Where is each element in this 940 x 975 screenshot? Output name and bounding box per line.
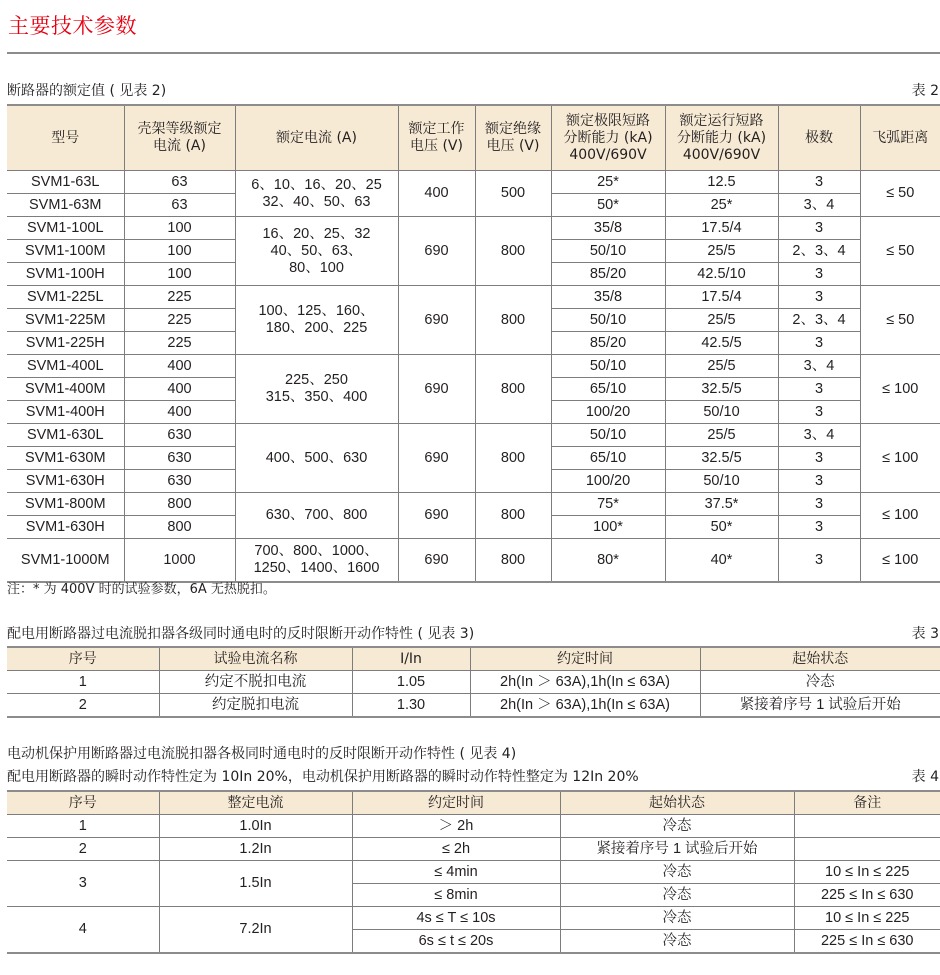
poles-cell: 3 bbox=[778, 539, 860, 583]
ultimate-breaking-capacity-cell: 100* bbox=[551, 516, 665, 539]
table4-subcaption: 配电用断路器的瞬时动作特性定为 10In 20%，电动机保护用断路器的瞬时动作特性整定为 12In 20% bbox=[7, 769, 639, 785]
ultimate-breaking-capacity-cell: 80* bbox=[551, 539, 665, 583]
table-row bbox=[7, 907, 940, 930]
frame-current-cell: 100 bbox=[124, 263, 235, 286]
column-header: 备注 bbox=[794, 791, 940, 815]
column-header: 序号 bbox=[7, 791, 159, 815]
model-cell: SVM1-100H bbox=[7, 263, 124, 286]
seq-cell: 1 bbox=[7, 671, 159, 694]
initial-state-cell: 紧接着序号 1 试验后开始 bbox=[700, 694, 940, 718]
setting-current-cell: 1.5In bbox=[159, 861, 352, 907]
column-header: 起始状态 bbox=[700, 647, 940, 671]
test-current-name-cell: 约定脱扣电流 bbox=[159, 694, 352, 718]
frame-current-cell: 63 bbox=[124, 171, 235, 194]
table3-caption: 配电用断路器过电流脱扣器各级同时通电时的反时限断开动作特性 ( 见表 3) bbox=[7, 626, 475, 642]
insulation-voltage-cell: 800 bbox=[475, 217, 551, 286]
model-cell: SVM1-100M bbox=[7, 240, 124, 263]
poles-cell: 3、4 bbox=[778, 424, 860, 447]
frame-current-cell: 630 bbox=[124, 470, 235, 493]
table-row bbox=[7, 286, 940, 309]
seq-cell: 2 bbox=[7, 694, 159, 718]
ultimate-breaking-capacity-cell: 100/20 bbox=[551, 470, 665, 493]
ultimate-breaking-capacity-cell: 65/10 bbox=[551, 447, 665, 470]
table2-caption-row bbox=[7, 82, 940, 100]
initial-state-cell: 冷态 bbox=[560, 861, 794, 884]
poles-cell: 3 bbox=[778, 447, 860, 470]
service-breaking-capacity-cell: 25* bbox=[665, 194, 778, 217]
agreed-time-cell: 2h(In ＞ 63A),1h(In ≤ 63A) bbox=[470, 671, 700, 694]
service-breaking-capacity-cell: 17.5/4 bbox=[665, 286, 778, 309]
setting-current-cell: 1.0In bbox=[159, 815, 352, 838]
model-cell: SVM1-630H bbox=[7, 470, 124, 493]
arc-distance-cell: ≤ 50 bbox=[860, 171, 940, 217]
rated-current-cell: 400、500、630 bbox=[235, 424, 398, 493]
agreed-time-cell: ≤ 4min bbox=[352, 861, 560, 884]
page-title: 主要技术参数 bbox=[8, 14, 137, 38]
ultimate-breaking-capacity-cell: 35/8 bbox=[551, 286, 665, 309]
service-breaking-capacity-cell: 17.5/4 bbox=[665, 217, 778, 240]
motor-protection-characteristics-table bbox=[7, 790, 940, 954]
column-header: 型号 bbox=[7, 105, 124, 171]
working-voltage-cell: 690 bbox=[398, 286, 475, 355]
column-header: 试验电流名称 bbox=[159, 647, 352, 671]
table4-caption-line1 bbox=[7, 745, 940, 763]
table-row bbox=[7, 424, 940, 447]
insulation-voltage-cell: 800 bbox=[475, 539, 551, 583]
table-row bbox=[7, 539, 940, 583]
ultimate-breaking-capacity-cell: 85/20 bbox=[551, 332, 665, 355]
insulation-voltage-cell: 800 bbox=[475, 355, 551, 424]
service-breaking-capacity-cell: 32.5/5 bbox=[665, 378, 778, 401]
working-voltage-cell: 400 bbox=[398, 171, 475, 217]
column-header: 壳架等级额定 电流 (A) bbox=[124, 105, 235, 171]
initial-state-cell: 冷态 bbox=[560, 884, 794, 907]
ultimate-breaking-capacity-cell: 50/10 bbox=[551, 355, 665, 378]
model-cell: SVM1-63M bbox=[7, 194, 124, 217]
table-row bbox=[7, 694, 940, 718]
initial-state-cell: 紧接着序号 1 试验后开始 bbox=[560, 838, 794, 861]
service-breaking-capacity-cell: 50/10 bbox=[665, 401, 778, 424]
column-header: 飞弧距离 bbox=[860, 105, 940, 171]
agreed-time-cell: 2h(In ＞ 63A),1h(In ≤ 63A) bbox=[470, 694, 700, 718]
model-cell: SVM1-800M bbox=[7, 493, 124, 516]
working-voltage-cell: 690 bbox=[398, 539, 475, 583]
arc-distance-cell: ≤ 50 bbox=[860, 286, 940, 355]
i-in-cell: 1.05 bbox=[352, 671, 470, 694]
service-breaking-capacity-cell: 40* bbox=[665, 539, 778, 583]
model-cell: SVM1-630M bbox=[7, 447, 124, 470]
poles-cell: 3 bbox=[778, 332, 860, 355]
frame-current-cell: 100 bbox=[124, 240, 235, 263]
working-voltage-cell: 690 bbox=[398, 217, 475, 286]
column-header: I/In bbox=[352, 647, 470, 671]
agreed-time-cell: ≤ 2h bbox=[352, 838, 560, 861]
model-cell: SVM1-630L bbox=[7, 424, 124, 447]
table-row bbox=[7, 217, 940, 240]
test-current-name-cell: 约定不脱扣电流 bbox=[159, 671, 352, 694]
poles-cell: 3 bbox=[778, 493, 860, 516]
ultimate-breaking-capacity-cell: 50* bbox=[551, 194, 665, 217]
arc-distance-cell: ≤ 100 bbox=[860, 539, 940, 583]
poles-cell: 3 bbox=[778, 217, 860, 240]
column-header: 额定运行短路 分断能力 (kA) 400V/690V bbox=[665, 105, 778, 171]
service-breaking-capacity-cell: 42.5/10 bbox=[665, 263, 778, 286]
table4-label: 表 4 bbox=[911, 769, 939, 785]
table-header-row bbox=[7, 791, 940, 815]
table-row bbox=[7, 671, 940, 694]
column-header: 额定电流 (A) bbox=[235, 105, 398, 171]
service-breaking-capacity-cell: 25/5 bbox=[665, 355, 778, 378]
table3-caption-row bbox=[7, 625, 940, 643]
i-in-cell: 1.30 bbox=[352, 694, 470, 718]
poles-cell: 3 bbox=[778, 378, 860, 401]
initial-state-cell: 冷态 bbox=[700, 671, 940, 694]
agreed-time-cell: 4s ≤ T ≤ 10s bbox=[352, 907, 560, 930]
table2-caption: 断路器的额定值 ( 见表 2) bbox=[7, 83, 167, 99]
frame-current-cell: 225 bbox=[124, 332, 235, 355]
frame-current-cell: 630 bbox=[124, 447, 235, 470]
frame-current-cell: 100 bbox=[124, 217, 235, 240]
frame-current-cell: 400 bbox=[124, 378, 235, 401]
table3-label: 表 3 bbox=[911, 626, 939, 642]
ultimate-breaking-capacity-cell: 75* bbox=[551, 493, 665, 516]
poles-cell: 3、4 bbox=[778, 194, 860, 217]
remark-cell: 225 ≤ In ≤ 630 bbox=[794, 930, 940, 954]
agreed-time-cell: ＞ 2h bbox=[352, 815, 560, 838]
seq-cell: 2 bbox=[7, 838, 159, 861]
model-cell: SVM1-100L bbox=[7, 217, 124, 240]
rated-current-cell: 225、250 315、350、400 bbox=[235, 355, 398, 424]
seq-cell: 4 bbox=[7, 907, 159, 954]
poles-cell: 3 bbox=[778, 286, 860, 309]
table-row bbox=[7, 861, 940, 884]
column-header: 额定工作 电压 (V) bbox=[398, 105, 475, 171]
service-breaking-capacity-cell: 12.5 bbox=[665, 171, 778, 194]
table-header-row bbox=[7, 105, 940, 171]
frame-current-cell: 63 bbox=[124, 194, 235, 217]
working-voltage-cell: 690 bbox=[398, 424, 475, 493]
poles-cell: 2、3、4 bbox=[778, 240, 860, 263]
poles-cell: 3 bbox=[778, 401, 860, 424]
title-divider bbox=[7, 52, 940, 54]
model-cell: SVM1-225M bbox=[7, 309, 124, 332]
table2-label: 表 2 bbox=[911, 83, 939, 99]
service-breaking-capacity-cell: 25/5 bbox=[665, 424, 778, 447]
service-breaking-capacity-cell: 37.5* bbox=[665, 493, 778, 516]
poles-cell: 2、3、4 bbox=[778, 309, 860, 332]
distribution-breaker-characteristics-table bbox=[7, 646, 940, 718]
table-row bbox=[7, 355, 940, 378]
insulation-voltage-cell: 800 bbox=[475, 286, 551, 355]
column-header: 序号 bbox=[7, 647, 159, 671]
table-header-row bbox=[7, 647, 940, 671]
column-header: 约定时间 bbox=[352, 791, 560, 815]
service-breaking-capacity-cell: 32.5/5 bbox=[665, 447, 778, 470]
remark-cell bbox=[794, 838, 940, 861]
poles-cell: 3 bbox=[778, 263, 860, 286]
table-row bbox=[7, 838, 940, 861]
frame-current-cell: 800 bbox=[124, 516, 235, 539]
frame-current-cell: 225 bbox=[124, 286, 235, 309]
agreed-time-cell: 6s ≤ t ≤ 20s bbox=[352, 930, 560, 954]
column-header: 起始状态 bbox=[560, 791, 794, 815]
poles-cell: 3、4 bbox=[778, 355, 860, 378]
model-cell: SVM1-400H bbox=[7, 401, 124, 424]
table-row bbox=[7, 493, 940, 516]
working-voltage-cell: 690 bbox=[398, 355, 475, 424]
model-cell: SVM1-400L bbox=[7, 355, 124, 378]
column-header: 约定时间 bbox=[470, 647, 700, 671]
poles-cell: 3 bbox=[778, 470, 860, 493]
arc-distance-cell: ≤ 100 bbox=[860, 493, 940, 539]
ultimate-breaking-capacity-cell: 50/10 bbox=[551, 240, 665, 263]
remark-cell: 225 ≤ In ≤ 630 bbox=[794, 884, 940, 907]
table-row bbox=[7, 171, 940, 194]
remark-cell bbox=[794, 815, 940, 838]
frame-current-cell: 400 bbox=[124, 355, 235, 378]
remark-cell: 10 ≤ In ≤ 225 bbox=[794, 907, 940, 930]
column-header: 极数 bbox=[778, 105, 860, 171]
poles-cell: 3 bbox=[778, 171, 860, 194]
rated-current-cell: 16、20、25、32 40、50、63、 80、100 bbox=[235, 217, 398, 286]
model-cell: SVM1-225L bbox=[7, 286, 124, 309]
poles-cell: 3 bbox=[778, 516, 860, 539]
ultimate-breaking-capacity-cell: 65/10 bbox=[551, 378, 665, 401]
frame-current-cell: 400 bbox=[124, 401, 235, 424]
setting-current-cell: 7.2In bbox=[159, 907, 352, 954]
service-breaking-capacity-cell: 42.5/5 bbox=[665, 332, 778, 355]
table2-note: 注：* 为 400V 时的试验参数，6A 无热脱扣。 bbox=[7, 582, 276, 597]
insulation-voltage-cell: 800 bbox=[475, 493, 551, 539]
service-breaking-capacity-cell: 50/10 bbox=[665, 470, 778, 493]
model-cell: SVM1-225H bbox=[7, 332, 124, 355]
service-breaking-capacity-cell: 50* bbox=[665, 516, 778, 539]
model-cell: SVM1-400M bbox=[7, 378, 124, 401]
seq-cell: 3 bbox=[7, 861, 159, 907]
table-row bbox=[7, 815, 940, 838]
ultimate-breaking-capacity-cell: 100/20 bbox=[551, 401, 665, 424]
frame-current-cell: 225 bbox=[124, 309, 235, 332]
ratings-table bbox=[7, 104, 940, 583]
initial-state-cell: 冷态 bbox=[560, 815, 794, 838]
insulation-voltage-cell: 800 bbox=[475, 424, 551, 493]
arc-distance-cell: ≤ 50 bbox=[860, 217, 940, 286]
insulation-voltage-cell: 500 bbox=[475, 171, 551, 217]
ultimate-breaking-capacity-cell: 35/8 bbox=[551, 217, 665, 240]
model-cell: SVM1-63L bbox=[7, 171, 124, 194]
frame-current-cell: 630 bbox=[124, 424, 235, 447]
model-cell: SVM1-1000M bbox=[7, 539, 124, 583]
frame-current-cell: 1000 bbox=[124, 539, 235, 583]
rated-current-cell: 630、700、800 bbox=[235, 493, 398, 539]
initial-state-cell: 冷态 bbox=[560, 907, 794, 930]
setting-current-cell: 1.2In bbox=[159, 838, 352, 861]
working-voltage-cell: 690 bbox=[398, 493, 475, 539]
remark-cell: 10 ≤ In ≤ 225 bbox=[794, 861, 940, 884]
rated-current-cell: 100、125、160、 180、200、225 bbox=[235, 286, 398, 355]
table4-caption: 电动机保护用断路器过电流脱扣器各极同时通电时的反时限断开动作特性 ( 见表 4) bbox=[7, 746, 517, 762]
initial-state-cell: 冷态 bbox=[560, 930, 794, 954]
arc-distance-cell: ≤ 100 bbox=[860, 355, 940, 424]
model-cell: SVM1-630H bbox=[7, 516, 124, 539]
ultimate-breaking-capacity-cell: 25* bbox=[551, 171, 665, 194]
ultimate-breaking-capacity-cell: 50/10 bbox=[551, 309, 665, 332]
column-header: 额定绝缘 电压 (V) bbox=[475, 105, 551, 171]
column-header: 整定电流 bbox=[159, 791, 352, 815]
ultimate-breaking-capacity-cell: 85/20 bbox=[551, 263, 665, 286]
seq-cell: 1 bbox=[7, 815, 159, 838]
service-breaking-capacity-cell: 25/5 bbox=[665, 240, 778, 263]
table4-caption-row bbox=[7, 768, 940, 786]
frame-current-cell: 800 bbox=[124, 493, 235, 516]
ultimate-breaking-capacity-cell: 50/10 bbox=[551, 424, 665, 447]
rated-current-cell: 6、10、16、20、25 32、40、50、63 bbox=[235, 171, 398, 217]
arc-distance-cell: ≤ 100 bbox=[860, 424, 940, 493]
rated-current-cell: 700、800、1000、 1250、1400、1600 bbox=[235, 539, 398, 583]
agreed-time-cell: ≤ 8min bbox=[352, 884, 560, 907]
service-breaking-capacity-cell: 25/5 bbox=[665, 309, 778, 332]
column-header: 额定极限短路 分断能力 (kA) 400V/690V bbox=[551, 105, 665, 171]
